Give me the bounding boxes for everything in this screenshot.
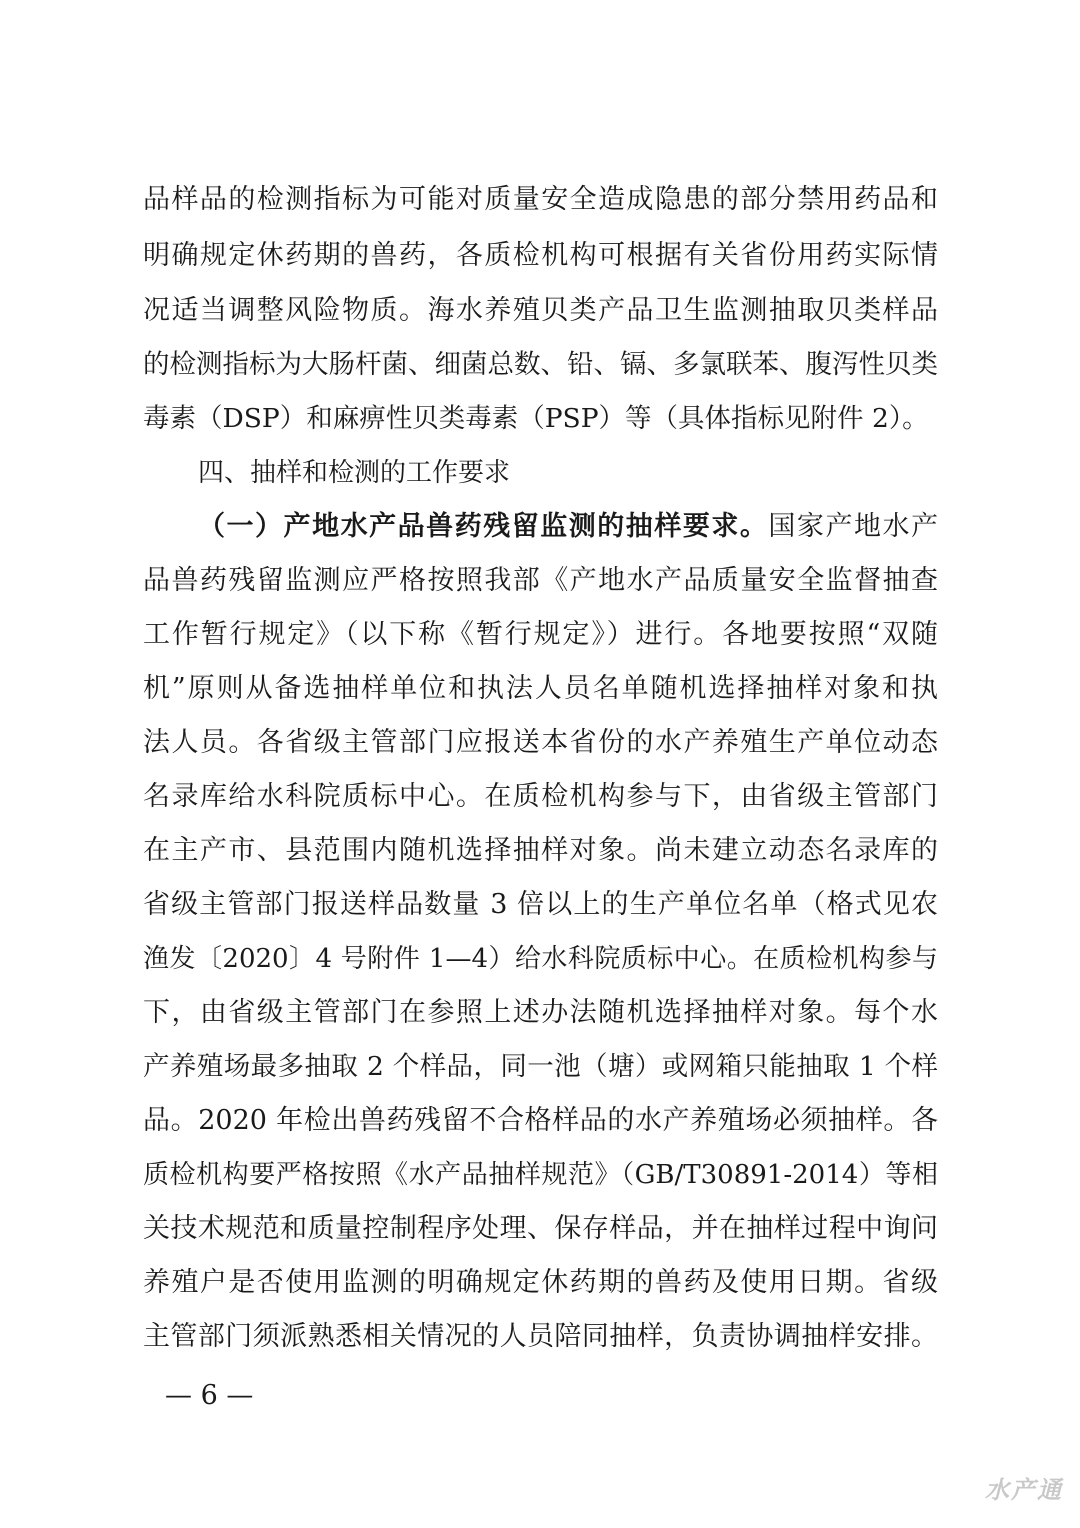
paragraph-2-line-8: 省级主管部门报送样品数量 3 倍以上的生产单位名单（格式见农 [143,889,938,920]
section-heading: 四、抽样和检测的工作要求 [198,458,511,488]
paragraph-2-line-16: 主管部门须派熟悉相关情况的人员陪同抽样，负责协调抽样安排。 [143,1321,938,1352]
paragraph-2-line-1 [198,507,938,547]
paragraph-2-line-9: 渔发〔2020〕4 号附件 1—4）给水科院质标中心。在质检机构参与 [143,944,938,974]
paragraph-1-line-1: 品样品的检测指标为可能对质量安全造成隐患的部分禁用药品和 [143,184,938,215]
paragraph-1-line-5: 毒素（DSP）和麻痹性贝类毒素（PSP）等（具体指标见附件 2）。 [143,403,929,434]
page-number: — 6 — [165,1380,254,1411]
paragraph-2-line-14: 关技术规范和质量控制程序处理、保存样品，并在抽样过程中询问 [143,1213,938,1244]
paragraph-2-line-7: 在主产市、县范围内随机选择抽样对象。尚未建立动态名录库的 [143,835,938,866]
paragraph-2-line-3: 工作暂行规定》（以下称《暂行规定》）进行。各地要按照“双随 [143,619,938,650]
paragraph-2-line-4: 机”原则从备选抽样单位和执法人员名单随机选择抽样对象和执 [143,673,938,704]
paragraph-2-line-2: 品兽药残留监测应严格按照我部《产地水产品质量安全监督抽查 [143,565,938,596]
paragraph-2-line-10: 下，由省级主管部门在参照上述办法随机选择抽样对象。每个水 [143,997,938,1028]
paragraph-2-line-6: 名录库给水科院质标中心。在质检机构参与下，由省级主管部门 [143,781,938,812]
paragraph-2-lead-rest: 国家产地水产 [768,511,939,542]
paragraph-1-line-2: 明确规定休药期的兽药，各质检机构可根据有关省份用药实际情 [143,240,938,271]
paragraph-2-line-5: 法人员。各省级主管部门应报送本省份的水产养殖生产单位动态 [143,727,938,758]
paragraph-2-line-11: 产养殖场最多抽取 2 个样品，同一池（塘）或网箱只能抽取 1 个样 [143,1051,938,1082]
paragraph-2-line-15: 养殖户是否使用监测的明确规定休药期的兽药及使用日期。省级 [143,1267,938,1298]
paragraph-2-line-12: 品。2020 年检出兽药残留不合格样品的水产养殖场必须抽样。各 [143,1105,938,1136]
paragraph-2-lead-heading: （一）产地水产品兽药残留监测的抽样要求。 [198,511,769,542]
paragraph-1-line-4: 的检测指标为大肠杆菌、细菌总数、铅、镉、多氯联苯、腹泻性贝类 [143,349,938,380]
paragraph-2-line-13: 质检机构要严格按照《水产品抽样规范》（GB/T30891-2014）等相 [143,1160,938,1190]
paragraph-1-line-3: 况适当调整风险物质。海水养殖贝类产品卫生监测抽取贝类样品 [143,295,938,326]
watermark-logo: 水产通 [985,1475,1063,1504]
